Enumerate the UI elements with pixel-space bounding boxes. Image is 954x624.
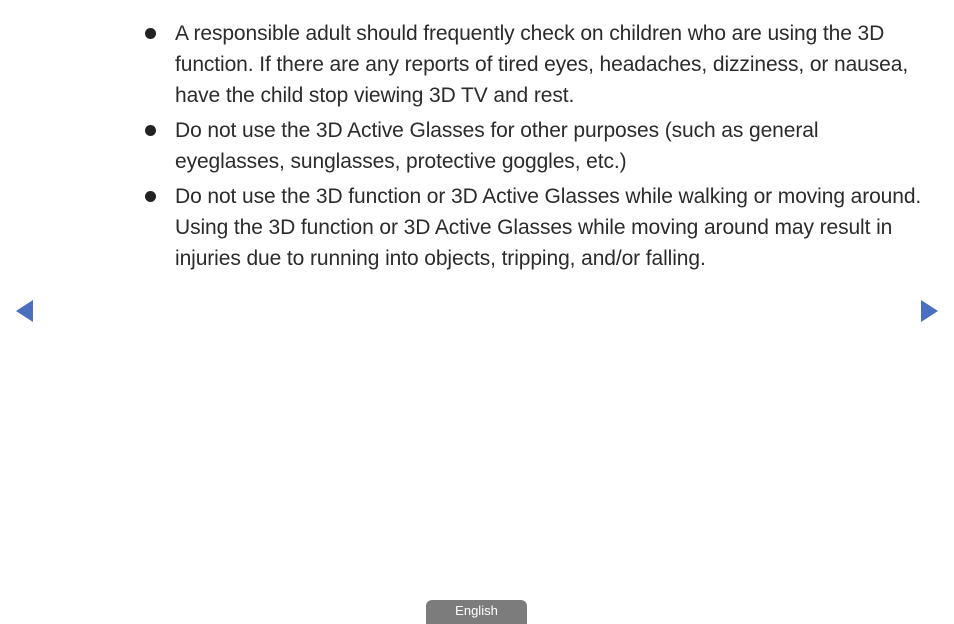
language-tab[interactable] <box>426 600 527 624</box>
list-item <box>145 115 925 177</box>
language-label: English <box>455 603 498 618</box>
bullet-icon <box>145 191 156 202</box>
bullet-icon <box>145 125 156 136</box>
next-page-arrow-icon[interactable] <box>921 300 938 322</box>
manual-page-content <box>145 18 925 278</box>
list-item <box>145 18 925 111</box>
bullet-text: A responsible adult should frequently check on children who are using the 3D function. If there are any reports of tired eyes, headaches, dizziness, or nausea, have the child stop viewing 3D TV and rest. <box>175 22 909 107</box>
previous-page-arrow-icon[interactable] <box>16 300 33 322</box>
safety-precautions-list <box>145 18 925 274</box>
bullet-text: Do not use the 3D Active Glasses for other purposes (such as general eyeglasses, sunglasses, protective goggles, etc.) <box>175 119 819 173</box>
bullet-icon <box>145 28 156 39</box>
list-item <box>145 181 925 274</box>
bullet-text: Do not use the 3D function or 3D Active Glasses while walking or moving around. Using the 3D function or 3D Active Glasses while moving around may result in injuries due to running into objects, tripping, and/or falling. <box>175 185 922 270</box>
